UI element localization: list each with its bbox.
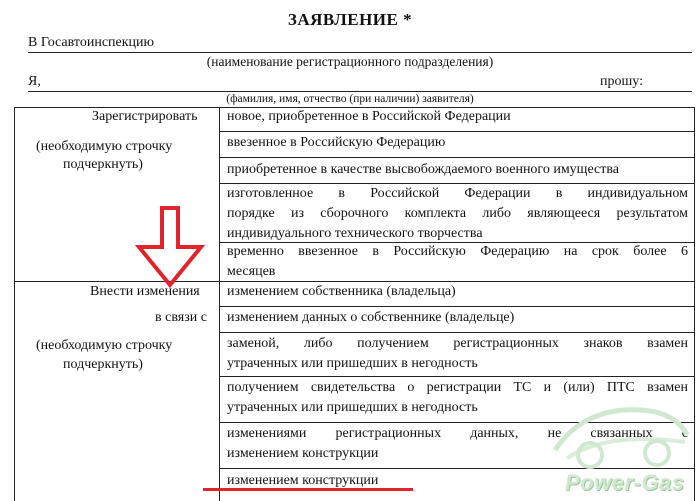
change-option-1-line1: изменением собственника (владельца) <box>227 284 456 299</box>
row-divider <box>219 376 694 377</box>
register-option-4-line2: порядке из сборочного комплекта либо являющееся результатом <box>227 206 688 221</box>
watermark-text: Power-Gas <box>565 470 685 495</box>
change-label-line1: Внести изменения <box>90 284 200 299</box>
addressee-line-text: В Госавтоинспекцию <box>28 35 154 50</box>
car-logo-watermark <box>545 380 695 475</box>
register-option-3-line1: приобретенное в качестве высвобождаемого военного имущества <box>227 162 619 177</box>
register-option-1-line1: новое, приобретенное в Российской Федерации <box>227 109 511 124</box>
register-option-3[interactable] <box>227 160 688 180</box>
change-option-6-line1: изменением конструкции <box>227 473 379 488</box>
change-label-line2: в связи с <box>155 310 207 325</box>
register-option-4-line3: индивидуального технического творчества <box>227 226 483 241</box>
register-option-2[interactable] <box>227 133 688 153</box>
row-divider <box>219 306 694 307</box>
register-option-4-line1: изготовленное в Российской Федерации в индивидуальном <box>227 186 688 201</box>
addressee-underline <box>28 52 692 53</box>
applicant-prefix: Я, <box>28 74 41 89</box>
register-option-4[interactable] <box>227 184 688 244</box>
change-hint-line1: (необходимую строчку <box>36 338 173 353</box>
form-title: ЗАЯВЛЕНИЕ * <box>287 10 413 29</box>
register-option-5-line2: месяцев <box>227 264 276 279</box>
change-option-4-line2: утраченных или пришедших в негодность <box>227 400 478 415</box>
change-option-5-line2: изменением конструкции <box>227 446 379 461</box>
applicant-caption: (фамилия, имя, отчество (при наличии) заявителя) <box>226 93 474 105</box>
table-middle-border <box>219 107 220 501</box>
table-left-border <box>14 107 15 501</box>
register-hint-line2: подчеркнуть) <box>63 157 143 172</box>
request-word: прошу: <box>600 74 643 89</box>
register-label: Зарегистрировать <box>92 109 198 124</box>
row-divider <box>219 157 694 158</box>
change-option-5-line1: изменениями регистрационных данных, не связанных с <box>227 426 688 441</box>
addressee-caption: (наименование регистрационного подразделения) <box>206 54 494 69</box>
change-hint-line2: подчеркнуть) <box>63 357 143 372</box>
change-option-3-line2: утраченных или пришедших в негодность <box>227 356 478 371</box>
change-option-3[interactable] <box>227 334 688 374</box>
change-option-3-line1: заменой, либо получением регистрационных знаков взамен <box>227 336 688 351</box>
change-option-1[interactable] <box>227 282 688 302</box>
register-option-5-line1: временно ввезенное в Российскую Федерацию на срок более 6 <box>227 244 688 259</box>
red-underline <box>203 488 413 491</box>
applicant-underline <box>28 91 692 92</box>
change-option-4-line1: получением свидетельства о регистрации ТС и (или) ПТС взамен <box>227 380 688 395</box>
register-option-1[interactable] <box>227 107 688 127</box>
row-divider <box>219 332 694 333</box>
row-divider <box>219 131 694 132</box>
register-option-2-line1: ввезенное в Российскую Федерацию <box>227 135 446 150</box>
red-down-arrow <box>135 205 215 291</box>
change-option-2[interactable] <box>227 308 688 328</box>
register-option-5[interactable] <box>227 242 688 282</box>
register-hint-line1: (необходимую строчку <box>36 139 173 154</box>
change-option-2-line1: изменением данных о собственнике (владельце) <box>227 310 515 325</box>
